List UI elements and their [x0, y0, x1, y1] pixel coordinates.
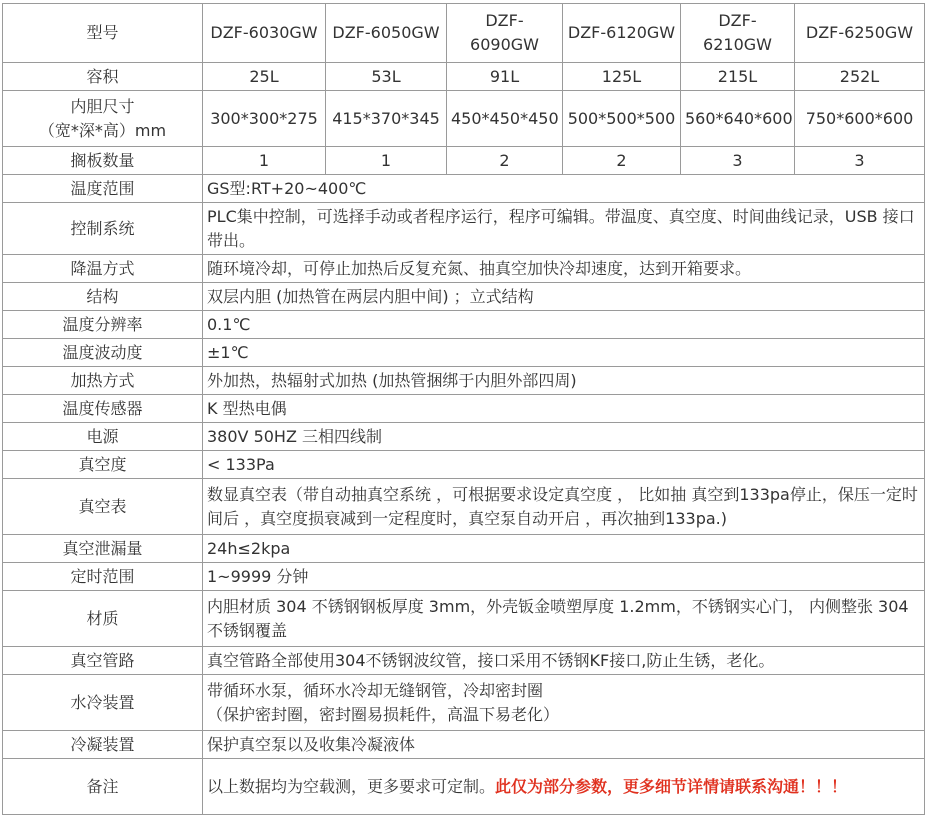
- row-temp-range: [3, 175, 925, 203]
- spec-value: 380V 50HZ 三相四线制: [203, 423, 925, 451]
- model-cell: DZF-6120GW: [563, 4, 681, 63]
- spec-label: 备注: [3, 759, 203, 815]
- water-cooling-value: [203, 675, 925, 731]
- label-volume: 容积: [3, 63, 203, 91]
- spec-value: 24h≤2kpa: [203, 535, 925, 563]
- row-cooling-method: [3, 255, 925, 283]
- spec-value: 保护真空泵以及收集冷凝液体: [203, 731, 925, 759]
- spec-value: GS型:RT+20~400℃: [203, 175, 925, 203]
- water-cooling-line1: 带循环水泵，循环水冷却无缝钢管，冷却密封圈: [207, 680, 544, 700]
- volume-cell: 252L: [795, 63, 925, 91]
- volume-cell: 215L: [681, 63, 795, 91]
- spec-label: 真空表: [3, 479, 203, 535]
- model-cell: DZF-6030GW: [203, 4, 326, 63]
- chamber-size-cell: 415*370*345: [326, 91, 447, 147]
- label-chamber-size: [3, 91, 203, 147]
- spec-label: 温度波动度: [3, 339, 203, 367]
- spec-value: 内胆材质 304 不锈钢钢板厚度 3mm，外壳钣金喷塑厚度 1.2mm，不锈钢实心门， 内侧整张 304 不锈钢覆盖: [203, 591, 925, 647]
- spec-label: 结构: [3, 283, 203, 311]
- model-cell: DZF-6250GW: [795, 4, 925, 63]
- model-cell: DZF- 6210GW: [681, 4, 795, 63]
- shelves-cell: 1: [203, 147, 326, 175]
- spec-value: 真空管路全部使用304不锈钢波纹管，接口采用不锈钢KF接口,防止生锈，老化。: [203, 647, 925, 675]
- label-chamber-size-line1: 内胆尺寸: [70, 96, 135, 116]
- shelves-cell: 3: [681, 147, 795, 175]
- volume-cell: 91L: [447, 63, 563, 91]
- spec-label: 控制系统: [3, 203, 203, 255]
- row-material: [3, 591, 925, 647]
- row-shelves: [3, 147, 925, 175]
- spec-value: PLC集中控制，可选择手动或者程序运行，程序可编辑。带温度、真空度、时间曲线记录，USB 接口带出。: [203, 203, 925, 255]
- spec-value: < 133Pa: [203, 451, 925, 479]
- row-power: [3, 423, 925, 451]
- chamber-size-cell: 500*500*500: [563, 91, 681, 147]
- row-chamber-size: [3, 91, 925, 147]
- spec-value: 随环境冷却，可停止加热后反复充氮、抽真空加快冷却速度，达到开箱要求。: [203, 255, 925, 283]
- spec-label: 冷凝装置: [3, 731, 203, 759]
- spec-label: 真空度: [3, 451, 203, 479]
- spec-value: 1~9999 分钟: [203, 563, 925, 591]
- row-heating-method: [3, 367, 925, 395]
- row-temp-resolution: [3, 311, 925, 339]
- spec-label: 真空管路: [3, 647, 203, 675]
- label-chamber-size-line2: （宽*深*高）mm: [38, 120, 167, 140]
- label-shelves: 搁板数量: [3, 147, 203, 175]
- shelves-cell: 3: [795, 147, 925, 175]
- row-volume: [3, 63, 925, 91]
- spec-label: 温度范围: [3, 175, 203, 203]
- remark-highlight: 此仅为部分参数，更多细节详情请联系沟通！！！: [495, 776, 848, 796]
- spec-value: 数显真空表（带自动抽真空系统 ，可根据要求设定真空度 ， 比如抽 真空到133pa停止，保压一定时间后 ，真空度损衰减到一定程度时，真空泵自动开启 ，再次抽到133pa.): [203, 479, 925, 535]
- row-structure: [3, 283, 925, 311]
- water-cooling-line2: （保护密封圈，密封圈易损耗件，高温下易老化）: [207, 704, 560, 724]
- row-vacuum-degree: [3, 451, 925, 479]
- spec-table: [2, 3, 925, 815]
- shelves-cell: 2: [563, 147, 681, 175]
- row-control-system: [3, 203, 925, 255]
- row-temp-fluctuation: [3, 339, 925, 367]
- model-cell: DZF- 6090GW: [447, 4, 563, 63]
- row-vacuum-gauge: [3, 479, 925, 535]
- spec-label: 定时范围: [3, 563, 203, 591]
- spec-value: K 型热电偶: [203, 395, 925, 423]
- chamber-size-cell: 300*300*275: [203, 91, 326, 147]
- spec-label: 水冷装置: [3, 675, 203, 731]
- spec-label: 电源: [3, 423, 203, 451]
- spec-label: 温度传感器: [3, 395, 203, 423]
- label-model: 型号: [3, 4, 203, 63]
- volume-cell: 25L: [203, 63, 326, 91]
- row-condenser: [3, 731, 925, 759]
- row-timer-range: [3, 563, 925, 591]
- chamber-size-cell: 450*450*450: [447, 91, 563, 147]
- spec-label: 加热方式: [3, 367, 203, 395]
- remark-text: 以上数据均为空载测，更多要求可定制。: [207, 776, 496, 796]
- chamber-size-cell: 560*640*600: [681, 91, 795, 147]
- spec-value: ±1℃: [203, 339, 925, 367]
- row-vacuum-pipe: [3, 647, 925, 675]
- spec-label: 真空泄漏量: [3, 535, 203, 563]
- row-water-cooling: [3, 675, 925, 731]
- spec-value: 双层内胆 (加热管在两层内胆中间) ；立式结构: [203, 283, 925, 311]
- spec-label: 温度分辨率: [3, 311, 203, 339]
- remark-value: [203, 759, 925, 815]
- shelves-cell: 2: [447, 147, 563, 175]
- model-cell: DZF-6050GW: [326, 4, 447, 63]
- row-vacuum-leak: [3, 535, 925, 563]
- row-temp-sensor: [3, 395, 925, 423]
- spec-value: 0.1℃: [203, 311, 925, 339]
- volume-cell: 53L: [326, 63, 447, 91]
- spec-label: 材质: [3, 591, 203, 647]
- row-model: [3, 4, 925, 63]
- row-remark: [3, 759, 925, 815]
- spec-label: 降温方式: [3, 255, 203, 283]
- shelves-cell: 1: [326, 147, 447, 175]
- chamber-size-cell: 750*600*600: [795, 91, 925, 147]
- spec-value: 外加热，热辐射式加热 (加热管捆绑于内胆外部四周): [203, 367, 925, 395]
- volume-cell: 125L: [563, 63, 681, 91]
